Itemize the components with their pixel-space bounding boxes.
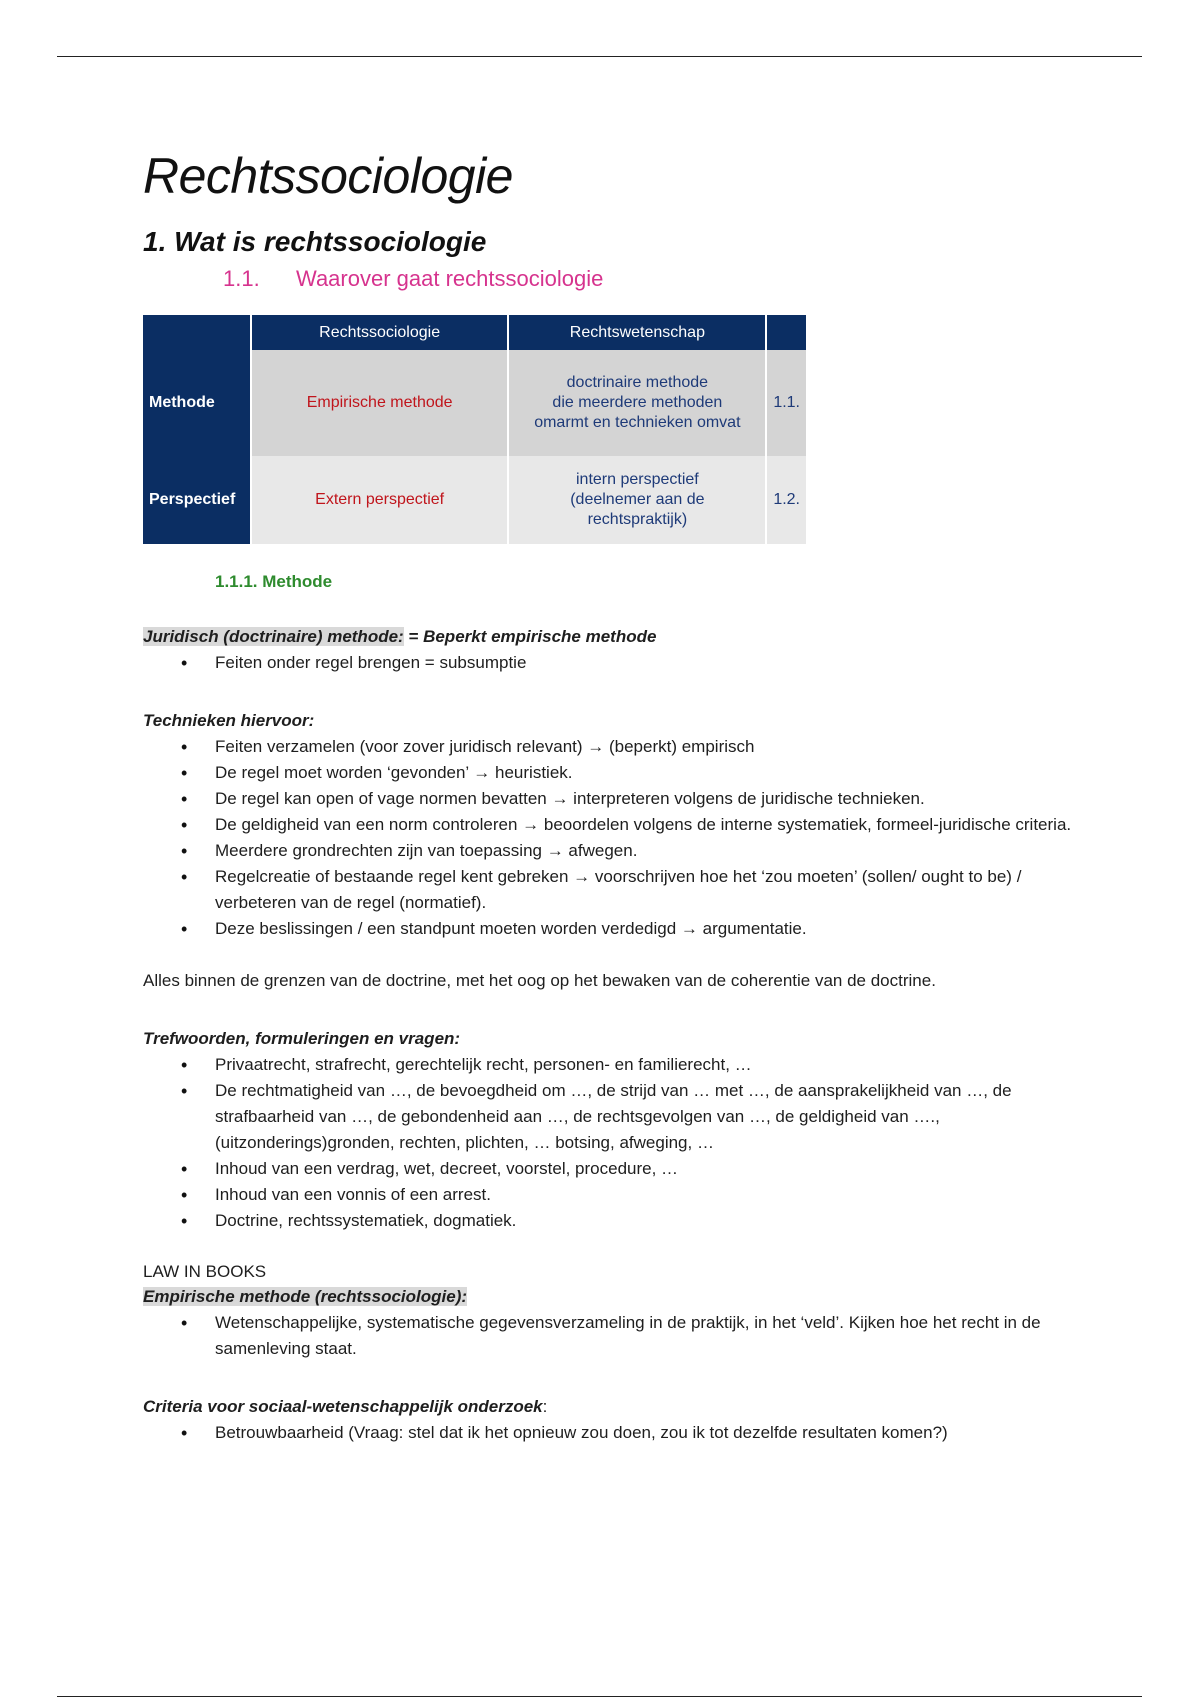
- doctrine-note: Alles binnen de grenzen van de doctrine, met het oog op het bewaken van de coherentie van de doctrine.: [143, 971, 936, 990]
- criteria-lead: [143, 1394, 1073, 1420]
- section-title: Waarover gaat rechtssociologie: [296, 266, 604, 291]
- table-header-law: Rechtswetenschap: [508, 315, 766, 350]
- technieken-label: Technieken hiervoor:: [143, 711, 315, 730]
- list-item: • Regelcreatie of bestaande regel kent gebreken → voorschrijven hoe het ‘zou moeten’ (sollen/ ought to be) / verbeteren van de regel (normatief).: [215, 864, 1073, 916]
- law-in-books: LAW IN BOOKS: [143, 1262, 267, 1281]
- cell-ref-methode: 1.1.: [766, 350, 807, 456]
- list-item: • Meerdere grondrechten zijn van toepassing → afwegen.: [215, 838, 1073, 864]
- empirisch-list: [143, 1310, 1073, 1362]
- list-item: • Feiten onder regel brengen = subsumptie: [215, 650, 1073, 676]
- list-item: • Inhoud van een verdrag, wet, decreet, voorstel, procedure, …: [215, 1156, 1073, 1182]
- list-item: • Doctrine, rechtssystematiek, dogmatiek.: [215, 1208, 1073, 1234]
- cell-ref-perspectief: 1.2.: [766, 456, 807, 544]
- section-heading: [223, 265, 1073, 293]
- list-item: • Inhoud van een vonnis of een arrest.: [215, 1182, 1073, 1208]
- table-header-row: [143, 315, 807, 350]
- list-item: • De regel moet worden ‘gevonden’ → heuristiek.: [215, 760, 1073, 786]
- table-header-ref: [766, 315, 807, 350]
- chapter-heading: 1. Wat is rechtssociologie: [143, 226, 487, 257]
- juridisch-label: Juridisch (doctrinaire) methode:: [143, 627, 404, 646]
- cell-law-methode: doctrinaire methode die meerdere methoden omarmt en technieken omvat: [508, 350, 766, 456]
- empirisch-lead: [143, 1284, 1073, 1310]
- document-body: [143, 145, 1073, 1446]
- list-item: • De regel kan open of vage normen bevatten → interpreteren volgens de juridische technieken.: [215, 786, 1073, 812]
- trefwoorden-label: Trefwoorden, formuleringen en vragen:: [143, 1029, 461, 1048]
- juridisch-rest: = Beperkt empirische methode: [403, 627, 657, 646]
- cell-sociology-methode: Empirische methode: [251, 350, 509, 456]
- technieken-list: [143, 734, 1073, 942]
- list-item: • Privaatrecht, strafrecht, gerechtelijk recht, personen- en familierecht, …: [215, 1052, 1073, 1078]
- header-rule: [57, 56, 1142, 57]
- criteria-colon: :: [542, 1397, 548, 1416]
- list-item: • Feiten verzamelen (voor zover juridisch relevant) → (beperkt) empirisch: [215, 734, 1073, 760]
- list-item: • Betrouwbaarheid (Vraag: stel dat ik het opnieuw zou doen, zou ik tot dezelfde resultaten komen?): [215, 1420, 1073, 1446]
- list-item: • De geldigheid van een norm controleren → beoordelen volgens de interne systematiek, formeel-juridische criteria.: [215, 812, 1073, 838]
- row-label-perspectief: Perspectief: [143, 456, 251, 544]
- table-header-sociology: Rechtssociologie: [251, 315, 509, 350]
- footer-rule: [57, 1696, 1142, 1697]
- table-row: [143, 350, 807, 456]
- cell-law-perspectief: intern perspectief (deelnemer aan de rechtspraktijk): [508, 456, 766, 544]
- empirisch-label: Empirische methode (rechtssociologie):: [143, 1287, 468, 1306]
- criteria-list: [143, 1420, 1073, 1446]
- cell-sociology-perspectief: Extern perspectief: [251, 456, 509, 544]
- juridisch-lead: [143, 624, 1073, 650]
- section-number: 1.1.: [223, 266, 260, 291]
- juridisch-list: [143, 650, 1073, 676]
- comparison-table: [143, 315, 808, 544]
- subsection-heading: 1.1.1. Methode: [215, 572, 333, 591]
- list-item: • De rechtmatigheid van …, de bevoegdheid om …, de strijd van … met …, de aansprakelijkheid van …, de strafbaarheid van …, de gebondenheid aan …, de rechtsgevolgen van …, de geldigheid van …., (uitzonderings)gronden, rechten, plichten, … botsing, afweging, …: [215, 1078, 1073, 1156]
- table-header-empty: [143, 315, 251, 350]
- table-row: [143, 456, 807, 544]
- criteria-label: Criteria voor sociaal-wetenschappelijk onderzoek: [143, 1397, 543, 1416]
- document-title: Rechtssociologie: [143, 148, 513, 204]
- list-item: • Deze beslissingen / een standpunt moeten worden verdedigd → argumentatie.: [215, 916, 1073, 942]
- list-item: • Wetenschappelijke, systematische gegevensverzameling in de praktijk, in het ‘veld’. Kijken hoe het recht in de samenleving staat.: [215, 1310, 1073, 1362]
- trefwoorden-list: [143, 1052, 1073, 1234]
- row-label-methode: Methode: [143, 350, 251, 456]
